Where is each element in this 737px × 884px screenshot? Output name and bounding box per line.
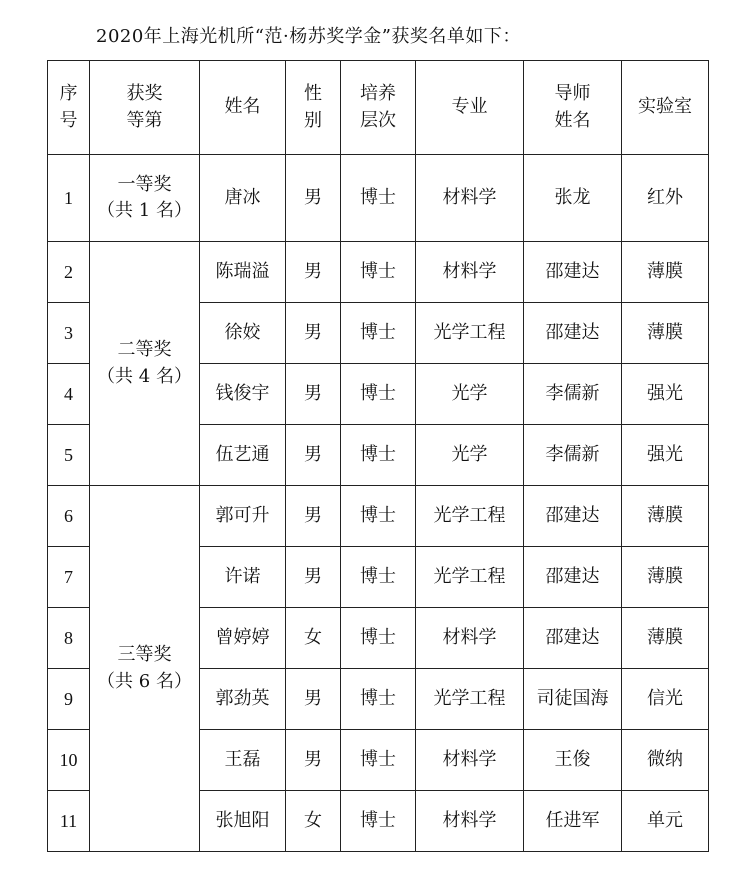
row-gender: 男 <box>286 303 341 364</box>
row-index: 1 <box>48 155 90 242</box>
row-advisor: 邵建达 <box>524 547 622 608</box>
row-name: 唐冰 <box>200 155 286 242</box>
row-advisor: 邵建达 <box>524 486 622 547</box>
row-lab: 薄膜 <box>622 608 709 669</box>
row-advisor: 张龙 <box>524 155 622 242</box>
row-name: 许诺 <box>200 547 286 608</box>
row-gender: 男 <box>286 486 341 547</box>
row-advisor: 王俊 <box>524 730 622 791</box>
table-row <box>48 242 709 303</box>
row-index: 9 <box>48 669 90 730</box>
row-name: 郭劲英 <box>200 669 286 730</box>
row-gender: 男 <box>286 547 341 608</box>
row-major: 材料学 <box>416 155 524 242</box>
row-name: 徐姣 <box>200 303 286 364</box>
row-major: 材料学 <box>416 791 524 852</box>
award-table <box>47 60 709 852</box>
row-name: 钱俊宇 <box>200 364 286 425</box>
row-level: 博士 <box>341 791 416 852</box>
row-index: 7 <box>48 547 90 608</box>
row-lab: 微纳 <box>622 730 709 791</box>
row-gender: 男 <box>286 364 341 425</box>
row-major: 光学工程 <box>416 486 524 547</box>
row-advisor: 李儒新 <box>524 425 622 486</box>
row-major: 光学工程 <box>416 303 524 364</box>
row-name: 王磊 <box>200 730 286 791</box>
row-gender: 男 <box>286 425 341 486</box>
row-lab: 薄膜 <box>622 547 709 608</box>
row-index: 3 <box>48 303 90 364</box>
row-name: 曾婷婷 <box>200 608 286 669</box>
row-level: 博士 <box>341 303 416 364</box>
row-index: 5 <box>48 425 90 486</box>
row-lab: 信光 <box>622 669 709 730</box>
header-major: 专业 <box>416 61 524 155</box>
row-level: 博士 <box>341 425 416 486</box>
row-major: 材料学 <box>416 608 524 669</box>
row-lab: 薄膜 <box>622 486 709 547</box>
row-major: 光学工程 <box>416 547 524 608</box>
header-index: 序 号 <box>48 61 90 155</box>
row-major: 光学 <box>416 425 524 486</box>
row-gender: 男 <box>286 155 341 242</box>
table-row <box>48 486 709 547</box>
row-lab: 薄膜 <box>622 242 709 303</box>
row-advisor: 任进军 <box>524 791 622 852</box>
row-level: 博士 <box>341 486 416 547</box>
row-advisor: 邵建达 <box>524 608 622 669</box>
row-major: 光学 <box>416 364 524 425</box>
row-gender: 女 <box>286 608 341 669</box>
header-gender: 性 别 <box>286 61 341 155</box>
row-index: 2 <box>48 242 90 303</box>
table-row <box>48 155 709 242</box>
award-group-third: 三等奖 （共 6 名） <box>90 486 200 852</box>
award-group-first: 一等奖 （共 1 名） <box>90 155 200 242</box>
row-lab: 红外 <box>622 155 709 242</box>
award-group-second: 二等奖 （共 4 名） <box>90 242 200 486</box>
table-header-row <box>48 61 709 155</box>
row-advisor: 李儒新 <box>524 364 622 425</box>
header-name: 姓名 <box>200 61 286 155</box>
row-lab: 强光 <box>622 425 709 486</box>
row-lab: 强光 <box>622 364 709 425</box>
document-title: 2020年上海光机所“范·杨苏奖学金”获奖名单如下： <box>96 26 521 47</box>
row-major: 材料学 <box>416 242 524 303</box>
row-level: 博士 <box>341 669 416 730</box>
row-level: 博士 <box>341 730 416 791</box>
header-level: 培养 层次 <box>341 61 416 155</box>
row-index: 8 <box>48 608 90 669</box>
row-gender: 男 <box>286 730 341 791</box>
row-advisor: 邵建达 <box>524 303 622 364</box>
header-award: 获奖 等第 <box>90 61 200 155</box>
row-major: 光学工程 <box>416 669 524 730</box>
row-gender: 男 <box>286 669 341 730</box>
row-level: 博士 <box>341 547 416 608</box>
row-level: 博士 <box>341 242 416 303</box>
row-level: 博士 <box>341 608 416 669</box>
row-index: 6 <box>48 486 90 547</box>
row-name: 郭可升 <box>200 486 286 547</box>
row-lab: 单元 <box>622 791 709 852</box>
row-index: 10 <box>48 730 90 791</box>
row-level: 博士 <box>341 364 416 425</box>
row-name: 陈瑞溢 <box>200 242 286 303</box>
row-name: 张旭阳 <box>200 791 286 852</box>
row-level: 博士 <box>341 155 416 242</box>
row-index: 11 <box>48 791 90 852</box>
header-advisor: 导师 姓名 <box>524 61 622 155</box>
row-lab: 薄膜 <box>622 303 709 364</box>
row-advisor: 邵建达 <box>524 242 622 303</box>
row-gender: 男 <box>286 242 341 303</box>
row-advisor: 司徒国海 <box>524 669 622 730</box>
row-index: 4 <box>48 364 90 425</box>
row-gender: 女 <box>286 791 341 852</box>
row-name: 伍艺通 <box>200 425 286 486</box>
row-major: 材料学 <box>416 730 524 791</box>
header-lab: 实验室 <box>622 61 709 155</box>
